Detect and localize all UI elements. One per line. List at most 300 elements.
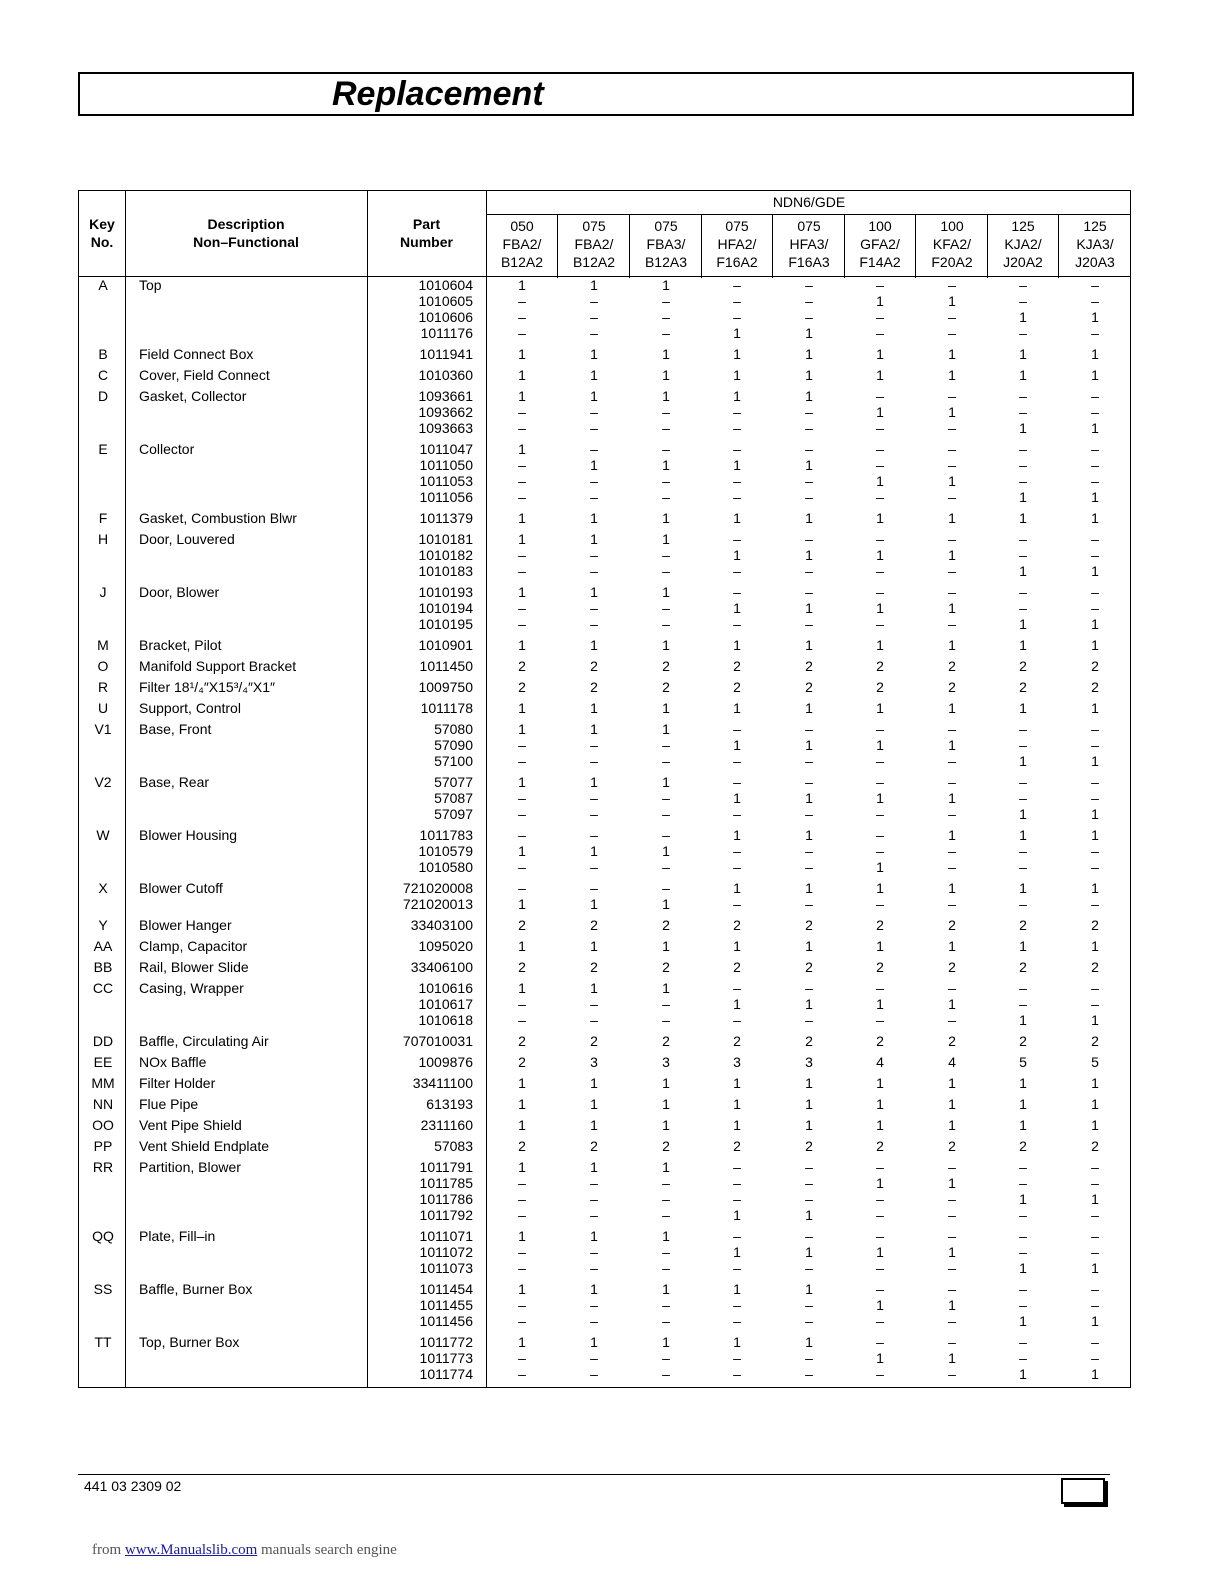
quantity-cell: 2	[805, 1138, 813, 1154]
quantity-cell: 1	[518, 700, 526, 716]
quantity-cell: 1	[876, 637, 884, 653]
part-number: 1011785	[419, 1175, 473, 1191]
key-header: Key No.	[89, 216, 115, 250]
quantity-cell: –	[518, 827, 526, 843]
quantity-cell: –	[1091, 1297, 1099, 1313]
quantity-cell: 1	[1019, 637, 1027, 653]
quantity-cell: –	[948, 309, 956, 325]
quantity-cell: 2	[733, 959, 741, 975]
quantity-row	[487, 325, 1132, 341]
quantity-cell: –	[590, 325, 598, 341]
quantity-cell: 1	[1019, 616, 1027, 632]
part-number: 1010183	[418, 563, 473, 579]
quantity-cell: 1	[1019, 753, 1027, 769]
quantity-cell: –	[948, 489, 956, 505]
quantity-cell: 1	[662, 1334, 670, 1350]
quantity-cell: –	[518, 1207, 526, 1223]
quantity-cell: 1	[733, 1334, 741, 1350]
quantity-cell: –	[662, 806, 670, 822]
quantity-cell: 2	[662, 658, 670, 674]
part-number: 33403100	[410, 917, 473, 933]
quantity-cell: 1	[518, 1075, 526, 1091]
quantity-cell: 2	[1091, 1138, 1099, 1154]
quantity-cell: –	[1091, 547, 1099, 563]
quantity-cell: 2	[518, 679, 526, 695]
quantity-cell: –	[733, 441, 741, 457]
model-header: 075 HFA3/ F16A3	[788, 218, 830, 270]
quantity-cell: –	[948, 753, 956, 769]
quantity-cell: 1	[805, 737, 813, 753]
quantity-cell: –	[662, 753, 670, 769]
quantity-cell: 1	[876, 1117, 884, 1133]
quantity-cell: –	[805, 774, 813, 790]
quantity-cell: –	[948, 1281, 956, 1297]
quantity-cell: 1	[1019, 806, 1027, 822]
quantity-cell: –	[805, 721, 813, 737]
quantity-cell: –	[876, 721, 884, 737]
part-number: 1010360	[418, 367, 473, 383]
quantity-cell: –	[1091, 457, 1099, 473]
quantity-row	[487, 658, 1132, 674]
quantity-cell: –	[876, 1334, 884, 1350]
quantity-cell: –	[1019, 790, 1027, 806]
key-number: H	[97, 531, 109, 547]
quantity-cell: –	[876, 1207, 884, 1223]
quantity-cell: 1	[518, 637, 526, 653]
quantity-cell: 1	[1019, 938, 1027, 954]
quantity-cell: 1	[518, 510, 526, 526]
quantity-cell: 1	[590, 1075, 598, 1091]
part-number: 1010579	[418, 843, 473, 859]
part-description: Blower Hanger	[139, 917, 232, 933]
quantity-cell: 1	[1091, 309, 1099, 325]
quantity-cell: 2	[948, 1138, 956, 1154]
model-header: 100 GFA2/ F14A2	[859, 218, 901, 270]
part-description: Door, Louvered	[139, 531, 235, 547]
quantity-cell: –	[948, 980, 956, 996]
quantity-cell: –	[1019, 325, 1027, 341]
quantity-cell: 1	[1091, 827, 1099, 843]
part-number: 33411100	[412, 1075, 473, 1091]
quantity-cell: –	[518, 790, 526, 806]
quantity-cell: 3	[805, 1054, 813, 1070]
quantity-row	[487, 404, 1132, 420]
quantity-cell: 1	[1019, 1012, 1027, 1028]
quantity-cell: –	[1019, 1334, 1027, 1350]
quantity-cell: 1	[590, 531, 598, 547]
model-header: 100 KFA2/ F20A2	[931, 218, 973, 270]
part-description: Base, Front	[139, 721, 212, 737]
quantity-row	[487, 367, 1132, 383]
quantity-cell: 2	[733, 1033, 741, 1049]
quantity-cell: –	[590, 441, 598, 457]
quantity-row	[487, 277, 1132, 293]
table-row	[79, 880, 1130, 912]
quantity-cell: 1	[518, 721, 526, 737]
quantity-cell: –	[662, 1313, 670, 1329]
quantity-cell: –	[662, 563, 670, 579]
quantity-cell: 1	[590, 774, 598, 790]
quantity-cell: –	[1019, 896, 1027, 912]
quantity-row	[487, 1138, 1132, 1154]
part-number: 1093661	[418, 388, 473, 404]
quantity-cell: –	[1091, 1334, 1099, 1350]
part-number: 1011786	[419, 1191, 473, 1207]
page-title: Replacement	[332, 75, 544, 113]
quantity-cell: 2	[1019, 658, 1027, 674]
table-row	[79, 584, 1130, 632]
quantity-cell: 2	[733, 917, 741, 933]
part-description: NOx Baffle	[139, 1054, 207, 1070]
quantity-row	[487, 980, 1132, 996]
quantity-cell: –	[876, 1012, 884, 1028]
quantity-cell: –	[805, 404, 813, 420]
quantity-row	[487, 679, 1132, 695]
quantity-cell: 1	[1019, 1366, 1027, 1382]
part-number: 1011941	[419, 346, 473, 362]
quantity-cell: 1	[662, 367, 670, 383]
quantity-cell: 1	[948, 1175, 956, 1191]
quantity-cell: –	[876, 1191, 884, 1207]
quantity-cell: 2	[590, 1033, 598, 1049]
quantity-cell: 1	[1091, 753, 1099, 769]
key-number: J	[99, 584, 107, 600]
part-number: 57100	[434, 753, 473, 769]
quantity-cell: 1	[1019, 700, 1027, 716]
quantity-cell: –	[662, 1366, 670, 1382]
quantity-cell: 1	[805, 547, 813, 563]
part-number: 1011379	[419, 510, 473, 526]
quantity-cell: 1	[876, 473, 884, 489]
quantity-row	[487, 1096, 1132, 1112]
quantity-cell: –	[733, 293, 741, 309]
quantity-cell: 1	[662, 388, 670, 404]
quantity-cell: 1	[662, 1096, 670, 1112]
quantity-cell: –	[733, 404, 741, 420]
quantity-cell: –	[948, 563, 956, 579]
part-number: 1011454	[419, 1281, 473, 1297]
quantity-cell: 1	[662, 843, 670, 859]
divider	[486, 214, 1130, 215]
part-number: 1011772	[419, 1334, 473, 1350]
quantity-cell: –	[518, 1244, 526, 1260]
quantity-cell: –	[1019, 1350, 1027, 1366]
quantity-cell: 1	[733, 996, 741, 1012]
quantity-row	[487, 1054, 1132, 1070]
quantity-cell: –	[590, 404, 598, 420]
quantity-cell: 1	[733, 325, 741, 341]
quantity-row	[487, 1159, 1132, 1175]
part-description: Casing, Wrapper	[139, 980, 244, 996]
key-number: AA	[93, 938, 113, 954]
quantity-row	[487, 1012, 1132, 1028]
quantity-cell: –	[1019, 1175, 1027, 1191]
quantity-cell: –	[1019, 1159, 1027, 1175]
quantity-cell: –	[590, 563, 598, 579]
quantity-cell: –	[876, 388, 884, 404]
quantity-cell: 2	[1091, 959, 1099, 975]
part-number: 57090	[434, 737, 473, 753]
quantity-cell: 1	[876, 346, 884, 362]
quantity-cell: –	[518, 1191, 526, 1207]
quantity-cell: –	[1091, 473, 1099, 489]
quantity-cell: 1	[876, 404, 884, 420]
quantity-cell: –	[590, 790, 598, 806]
part-number: 57097	[434, 806, 473, 822]
part-number: 1010606	[418, 309, 473, 325]
divider	[915, 215, 916, 278]
quantity-cell: –	[876, 277, 884, 293]
quantity-cell: –	[518, 404, 526, 420]
quantity-cell: –	[662, 859, 670, 875]
quantity-cell: –	[1091, 388, 1099, 404]
part-number: 1010194	[418, 600, 473, 616]
quantity-cell: 2	[948, 917, 956, 933]
quantity-cell: 1	[876, 600, 884, 616]
key-number: OO	[92, 1117, 114, 1133]
quantity-cell: 3	[733, 1054, 741, 1070]
quantity-cell: –	[805, 1350, 813, 1366]
quantity-cell: 1	[948, 1096, 956, 1112]
quantity-row	[487, 293, 1132, 309]
quantity-cell: –	[733, 473, 741, 489]
quantity-cell: 1	[1091, 1096, 1099, 1112]
table-row	[79, 441, 1130, 505]
quantity-cell: 1	[733, 1207, 741, 1223]
quantity-cell: –	[876, 753, 884, 769]
quantity-cell: –	[876, 325, 884, 341]
part-description: Cover, Field Connect	[139, 367, 270, 383]
model-header: 075 FBA2/ B12A2	[572, 218, 616, 270]
part-number: 1010618	[418, 1012, 473, 1028]
quantity-cell: 1	[518, 980, 526, 996]
quantity-cell: –	[805, 1159, 813, 1175]
quantity-cell: –	[590, 1350, 598, 1366]
document-number: 441 03 2309 02	[84, 1478, 182, 1494]
table-row	[79, 1117, 1130, 1133]
divider	[1058, 215, 1059, 278]
quantity-cell: –	[733, 563, 741, 579]
quantity-cell: –	[876, 980, 884, 996]
key-number: V2	[94, 774, 112, 790]
quantity-cell: 2	[948, 679, 956, 695]
quantity-cell: 1	[662, 1075, 670, 1091]
model-header: 050 FBA2/ B12A2	[500, 218, 544, 270]
quantity-cell: 1	[948, 600, 956, 616]
quantity-cell: 2	[590, 679, 598, 695]
quantity-cell: 1	[1019, 1191, 1027, 1207]
quantity-cell: –	[518, 737, 526, 753]
quantity-cell: –	[948, 1191, 956, 1207]
quantity-cell: –	[805, 843, 813, 859]
quantity-cell: 1	[1019, 827, 1027, 843]
source-note: from www.Manualslib.com manuals search engine	[92, 1542, 397, 1558]
quantity-cell: –	[948, 325, 956, 341]
key-number: O	[97, 658, 109, 674]
quantity-cell: 1	[733, 547, 741, 563]
quantity-cell: 1	[590, 388, 598, 404]
quantity-cell: 1	[948, 790, 956, 806]
quantity-cell: 1	[805, 1334, 813, 1350]
quantity-cell: 1	[876, 938, 884, 954]
quantity-row	[487, 1175, 1132, 1191]
quantity-cell: –	[1091, 843, 1099, 859]
quantity-cell: 2	[876, 679, 884, 695]
quantity-cell: –	[948, 388, 956, 404]
quantity-cell: –	[662, 420, 670, 436]
quantity-cell: 1	[733, 510, 741, 526]
quantity-cell: 1	[590, 1117, 598, 1133]
quantity-cell: –	[518, 806, 526, 822]
part-number: 57083	[434, 1138, 473, 1154]
quantity-cell: –	[1091, 1350, 1099, 1366]
quantity-cell: 1	[518, 277, 526, 293]
quantity-cell: –	[805, 1191, 813, 1207]
quantity-cell: 1	[1019, 1313, 1027, 1329]
quantity-cell: 1	[733, 1281, 741, 1297]
quantity-cell: –	[948, 531, 956, 547]
table-row	[79, 1033, 1130, 1049]
quantity-cell: 1	[733, 346, 741, 362]
quantity-cell: 1	[518, 531, 526, 547]
quantity-cell: –	[876, 774, 884, 790]
quantity-cell: 5	[1019, 1054, 1027, 1070]
quantity-cell: –	[590, 1260, 598, 1276]
quantity-cell: –	[1091, 531, 1099, 547]
part-description: Clamp, Capacitor	[139, 938, 248, 954]
quantity-cell: –	[662, 1350, 670, 1366]
part-number: 1011050	[419, 457, 473, 473]
quantity-cell: –	[662, 309, 670, 325]
table-row	[79, 959, 1130, 975]
footer-rule	[78, 1474, 1110, 1475]
quantity-row	[487, 584, 1132, 600]
quantity-cell: –	[948, 441, 956, 457]
quantity-row	[487, 1228, 1132, 1244]
table-row	[79, 346, 1130, 362]
quantity-cell: 1	[948, 1297, 956, 1313]
quantity-cell: –	[590, 1191, 598, 1207]
part-number: 57077	[434, 774, 473, 790]
quantity-cell: –	[1091, 584, 1099, 600]
manualslib-link[interactable]: www.Manualslib.com	[124, 1542, 258, 1558]
part-number: 33406100	[410, 959, 473, 975]
part-number: 1093663	[418, 420, 473, 436]
quantity-cell: 1	[948, 637, 956, 653]
quantity-cell: 1	[805, 1281, 813, 1297]
quantity-cell: 1	[876, 737, 884, 753]
quantity-cell: –	[1019, 1228, 1027, 1244]
table-row	[79, 1228, 1130, 1276]
key-number: QQ	[92, 1228, 114, 1244]
quantity-cell: 1	[1091, 806, 1099, 822]
table-row	[79, 1159, 1130, 1223]
part-number: 57080	[434, 721, 473, 737]
quantity-cell: 1	[948, 737, 956, 753]
quantity-cell: –	[518, 457, 526, 473]
quantity-cell: 1	[733, 1096, 741, 1112]
table-row	[79, 700, 1130, 716]
key-number: V1	[94, 721, 112, 737]
quantity-cell: 1	[1019, 420, 1027, 436]
part-description: Baffle, Burner Box	[139, 1281, 253, 1297]
quantity-cell: 2	[662, 959, 670, 975]
quantity-cell: –	[876, 584, 884, 600]
part-number: 1010182	[418, 547, 473, 563]
quantity-row	[487, 1244, 1132, 1260]
part-number: 1010617	[418, 996, 473, 1012]
quantity-row	[487, 827, 1132, 843]
quantity-row	[487, 859, 1132, 875]
quantity-cell: –	[518, 996, 526, 1012]
quantity-cell: 1	[662, 584, 670, 600]
quantity-cell: 1	[948, 880, 956, 896]
quantity-cell: –	[733, 1313, 741, 1329]
quantity-cell: –	[1091, 1159, 1099, 1175]
part-number: 1010181	[418, 531, 473, 547]
quantity-cell: 1	[1091, 938, 1099, 954]
quantity-cell: –	[590, 1297, 598, 1313]
quantity-cell: –	[1019, 980, 1027, 996]
quantity-cell: 2	[948, 959, 956, 975]
quantity-cell: –	[948, 721, 956, 737]
quantity-cell: 1	[662, 938, 670, 954]
quantity-row	[487, 1366, 1132, 1382]
part-description: Gasket, Collector	[139, 388, 247, 404]
quantity-cell: –	[805, 309, 813, 325]
quantity-cell: 2	[1019, 1033, 1027, 1049]
quantity-cell: 1	[1019, 1096, 1027, 1112]
quantity-cell: –	[662, 1297, 670, 1313]
part-number: 721020008	[402, 880, 473, 896]
quantity-cell: 1	[1091, 1260, 1099, 1276]
quantity-cell: 2	[662, 679, 670, 695]
quantity-cell: 1	[948, 404, 956, 420]
part-number: 1011791	[419, 1159, 473, 1175]
quantity-cell: 1	[876, 859, 884, 875]
quantity-cell: 1	[733, 1244, 741, 1260]
quantity-cell: –	[1091, 790, 1099, 806]
part-description: Base, Rear	[139, 774, 210, 790]
quantity-cell: 1	[590, 1228, 598, 1244]
model-header: 125 KJA3/ J20A3	[1075, 218, 1115, 270]
part-number: 1095020	[418, 938, 473, 954]
quantity-cell: 1	[1091, 1313, 1099, 1329]
quantity-row	[487, 721, 1132, 737]
quantity-cell: –	[662, 404, 670, 420]
quantity-cell: –	[805, 1297, 813, 1313]
quantity-row	[487, 753, 1132, 769]
quantity-cell: 1	[1091, 510, 1099, 526]
quantity-cell: 1	[733, 367, 741, 383]
quantity-cell: 2	[876, 1138, 884, 1154]
quantity-cell: –	[1091, 774, 1099, 790]
description-header: Description Non–Functional	[193, 216, 299, 250]
quantity-cell: –	[876, 806, 884, 822]
quantity-cell: 3	[590, 1054, 598, 1070]
quantity-cell: –	[1019, 584, 1027, 600]
part-number: 1011073	[419, 1260, 473, 1276]
quantity-cell: 2	[1091, 917, 1099, 933]
quantity-cell: 1	[518, 367, 526, 383]
quantity-cell: 1	[733, 790, 741, 806]
quantity-cell: –	[805, 420, 813, 436]
quantity-cell: –	[518, 325, 526, 341]
quantity-cell: 1	[1091, 1075, 1099, 1091]
quantity-cell: –	[590, 293, 598, 309]
key-number: EE	[93, 1054, 113, 1070]
quantity-cell: –	[1091, 277, 1099, 293]
